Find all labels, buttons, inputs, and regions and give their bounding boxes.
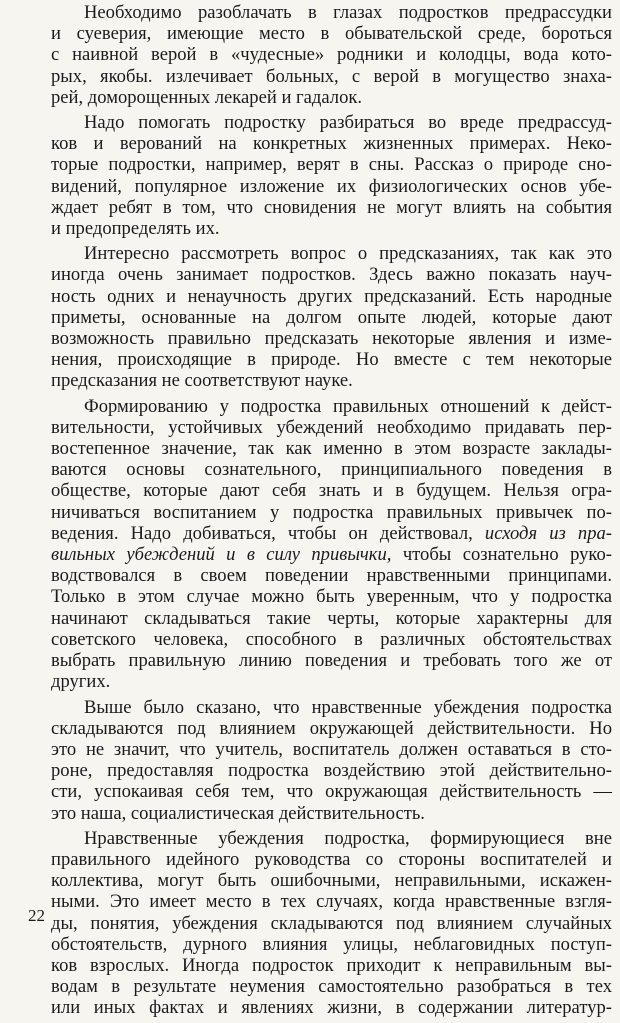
- text-line: ков и верований на конкретных жизненных примерах. Неко-: [51, 133, 612, 155]
- paragraph-1: [18, 2, 612, 108]
- text-line: ков взрослых. Иногда подросток приходит к неправильным вы-: [51, 954, 612, 976]
- text-line: Формированию у подростка правильных отношений к дейст-: [84, 395, 612, 417]
- text-line: водам в результате неумения самостоятельно разобраться в тех: [51, 976, 612, 998]
- text-line: возможность правильно предсказать некоторые явления и изме-: [51, 328, 612, 350]
- text-line: приметы, основанные на долгом опыте людей, которые дают: [51, 306, 612, 328]
- text-line: Выше было сказано, что нравственные убеждения подростка: [84, 696, 612, 718]
- text-line: Интересно рассмотреть вопрос о предсказаниях, так как это: [84, 243, 612, 265]
- page-body: [18, 2, 612, 1023]
- text-line: ваются основы сознательного, принципиального поведения в: [51, 459, 612, 481]
- text-line-with-emphasis: [18, 544, 612, 565]
- text-line: и предопределять их.: [51, 218, 220, 240]
- text-segment: чтобы сознательно руко-: [391, 544, 613, 566]
- text-line: это не значит, что учитель, воспитатель должен оставаться в сто-: [51, 738, 612, 760]
- paragraph-5: [18, 697, 612, 824]
- text-line: это наша, социалистическая действительность.: [51, 802, 425, 824]
- text-line: видений, популярное изложение их физиологических основ убе-: [51, 175, 612, 197]
- text-line: обстоятельств, дурного влияния улицы, неблаговидных поступ-: [51, 933, 612, 955]
- text-line: ными. Это имеет место в тех случаях, когда нравственные взгля-: [51, 891, 612, 913]
- text-line: водствовался в своем поведении нравственными принципами.: [51, 565, 612, 587]
- text-line-with-emphasis: [18, 523, 612, 544]
- text-line: обществе, которые дают себя знать и в будущем. Нельзя огра-: [51, 480, 612, 502]
- text-line: и суеверия, имеющие место в обывательской среде, бороться: [51, 23, 612, 45]
- page-number: 22: [28, 906, 45, 925]
- text-segment: ведения. Надо добиваться, чтобы он действовал,: [51, 522, 485, 544]
- text-line: рых, якобы. излечивает больных, с верой в могущество знаха-: [51, 65, 612, 87]
- text-line: ность одних и ненаучность других предсказаний. Есть народные: [51, 285, 612, 307]
- text-line: с наивной верой в «чудесные» родники и колодцы, вода кото-: [51, 44, 612, 66]
- paragraph-3: [18, 243, 612, 391]
- emphasis-text: вильных убеждений и в силу привычки,: [51, 544, 392, 566]
- paragraph-6: [18, 828, 612, 1019]
- text-line: других.: [51, 671, 111, 693]
- text-line: коллектива, могут быть ошибочными, неправильными, искажен-: [51, 870, 612, 892]
- text-line: начинают складываться такие черты, которые характерны для: [51, 607, 612, 629]
- text-line: выбрать правильную линию поведения и требовать того же от: [51, 650, 612, 672]
- text-line: Нравственные убеждения подростка, формирующиеся вне: [84, 827, 612, 849]
- text-line: ждает ребят в том, что сновидения не могут влиять на события: [51, 196, 612, 218]
- text-line: рей, доморощенных лекарей и гадалок.: [51, 86, 363, 108]
- text-line: Надо помогать подростку разбираться во вреде предрассуд-: [84, 112, 612, 134]
- paragraph-2: [18, 112, 612, 239]
- text-line: Необходимо разоблачать в глазах подростков предрассудки: [84, 2, 612, 23]
- text-line: роне, предоставляя подростка воздействию этой действительно-: [51, 760, 612, 782]
- text-line: или иных фактах и явлениях жизни, в содержании литератур-: [51, 997, 612, 1019]
- text-line: правильного идейного руководства со стороны воспитателей и: [51, 848, 612, 870]
- text-line: ды, понятия, убеждения складываются под влиянием случайных: [51, 912, 612, 934]
- text-line: вительности, устойчивых убеждений необходимо придавать пер-: [51, 416, 612, 438]
- text-line: складываются под влиянием окружающей действительности. Но: [51, 717, 612, 739]
- text-line: торые подростки, например, верят в сны. Рассказ о природе сно-: [51, 154, 612, 176]
- text-line: Только в этом случае можно быть уверенным, что у подростка: [51, 586, 612, 608]
- text-line: предсказания не соответствуют науке.: [51, 370, 353, 392]
- text-line: иногда очень занимает подростков. Здесь важно показать науч-: [51, 264, 612, 286]
- text-line: сти, успокаивая себя тем, что окружающая действительность —: [51, 781, 612, 803]
- emphasis-text: исходя из пра-: [484, 522, 612, 544]
- text-line: ничиваться воспитанием у подростка правильных привычек по-: [51, 501, 612, 523]
- text-line: востепенное значение, так как именно в этом возрасте заклады-: [51, 438, 612, 460]
- text-line: нения, происходящие в природе. Но вместе с тем некоторые: [51, 349, 612, 371]
- paragraph-4: [18, 396, 612, 693]
- text-line: советского человека, способного в различных обстоятельствах: [51, 628, 612, 650]
